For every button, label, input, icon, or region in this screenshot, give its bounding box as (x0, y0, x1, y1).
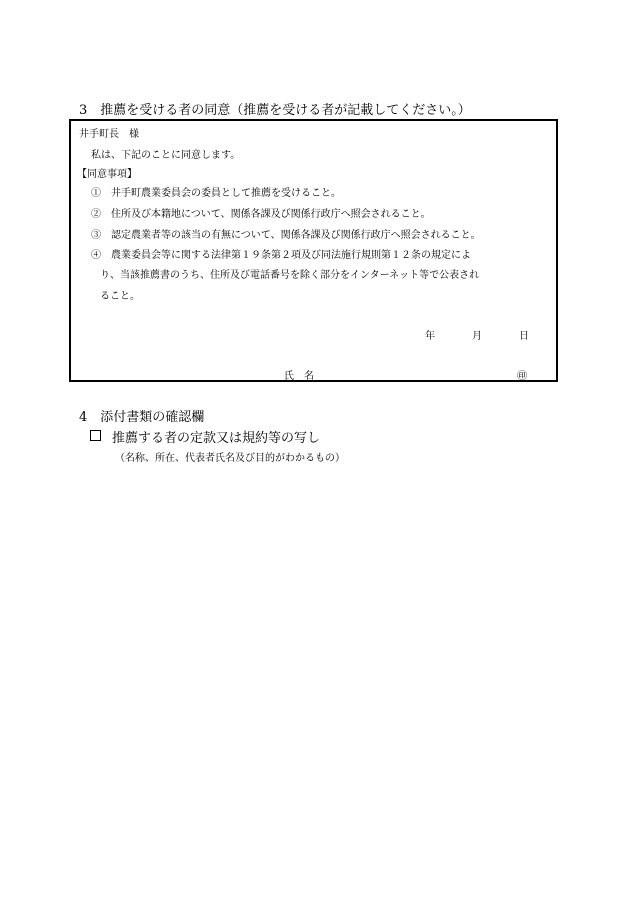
consent-item-4-cont-2: ること。 (100, 291, 140, 302)
addressee: 井手町長 様 (79, 129, 139, 140)
date-month-label: 月 (472, 331, 482, 342)
consent-item-3: ③ 認定農業者等の該当の有無について、関係各課及び関係行政庁へ照会されること。 (91, 230, 481, 241)
date-year-label: 年 (425, 331, 435, 342)
date-day-label: 日 (519, 331, 529, 342)
name-label: 氏 名 (284, 371, 314, 382)
section3-heading: 3 推薦を受ける者の同意（推薦を受ける者が記載してください。） (79, 103, 471, 118)
attachment-item-note: （名称、所在、代表者氏名及び目的がわかるもの） (115, 453, 345, 464)
consent-item-2: ② 住所及び本籍地について、関係各課及び関係行政庁へ照会されること。 (91, 209, 431, 220)
attachment-item-label: 推薦する者の定款又は規約等の写し (112, 431, 321, 446)
consent-item-4-cont-1: り、当該推薦書のうち、住所及び電話番号を除く部分をインターネット等で公表され (100, 270, 480, 281)
section4-heading: 4 添付書類の確認欄 (79, 410, 205, 425)
seal-mark: ㊞ (517, 371, 527, 382)
attachment-checkbox[interactable] (90, 430, 101, 441)
consent-item-1: ① 井手町農業委員会の委員として推薦を受けること。 (91, 188, 341, 199)
consent-intro: 私は、下記のことに同意します。 (91, 150, 241, 161)
consent-item-4: ④ 農業委員会等に関する法律第１９条第２項及び同法施行規則第１２条の規定によ (91, 250, 471, 261)
consent-items-heading: 【同意事項】 (77, 169, 137, 180)
